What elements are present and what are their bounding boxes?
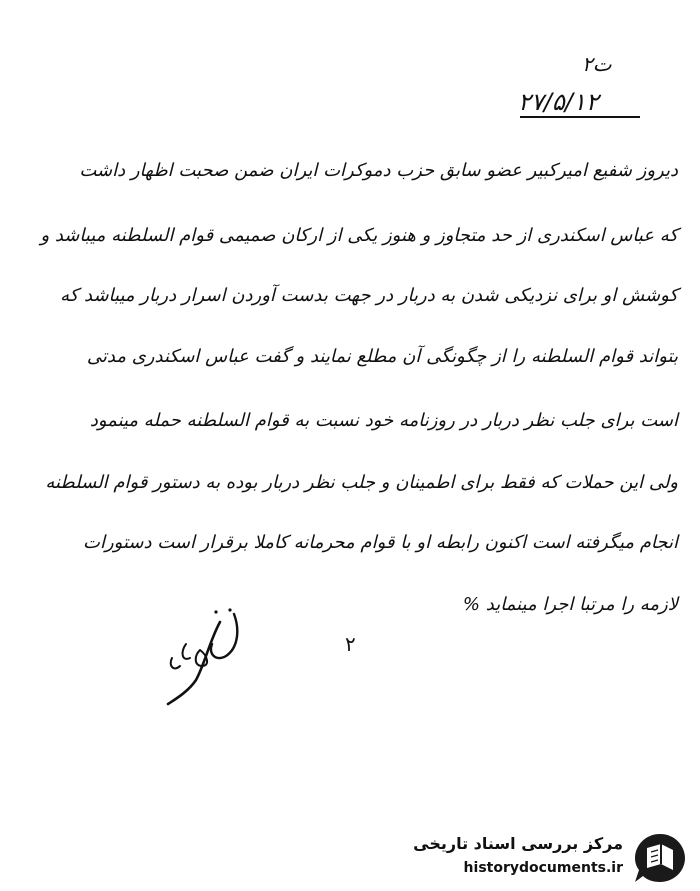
body-line: بتواند قوام السلطنه را از چگونگی آن مطلع نمایند و گفت عباس اسکندری مدتی (86, 346, 678, 367)
archive-name: مرکز بررسی اسناد تاریخی (413, 834, 623, 853)
body-line: لازمه را مرتبا اجرا مینماید % (462, 594, 678, 615)
archive-watermark (405, 828, 695, 888)
archive-logo-icon (631, 830, 689, 886)
body-line: که عباس اسکندری از حد متجاوز و هنوز یکی از ارکان صمیمی قوام السلطنه میباشد و (40, 225, 678, 246)
date-underline (520, 116, 640, 118)
archive-url: historydocuments.ir (463, 860, 623, 876)
body-line: کوشش او برای نزدیکی شدن به دربار در جهت بدست آوردن اسرار دربار میباشد که (60, 285, 678, 306)
document-date: ۲۷/۵/۱۲ (518, 88, 599, 116)
page-number: ۲ (345, 632, 356, 656)
body-line: دیروز شفیع امیرکبیر عضو سابق حزب دموکرات ایران ضمن صحبت اظهار داشت (79, 160, 678, 181)
body-line: ولی این حملات که فقط برای اطمینان و جلب نظر دربار بوده به دستور قوام السلطنه (45, 472, 678, 493)
body-line: است برای جلب نظر دربار در روزنامه خود نسبت به قوام السلطنه حمله مینمود (89, 410, 678, 431)
reference-number: ت۲ (582, 52, 612, 76)
handwritten-signature (160, 600, 250, 710)
body-line: انجام میگرفته است اکنون رابطه او با قوام محرمانه کاملا برقرار است دستورات (83, 532, 678, 553)
